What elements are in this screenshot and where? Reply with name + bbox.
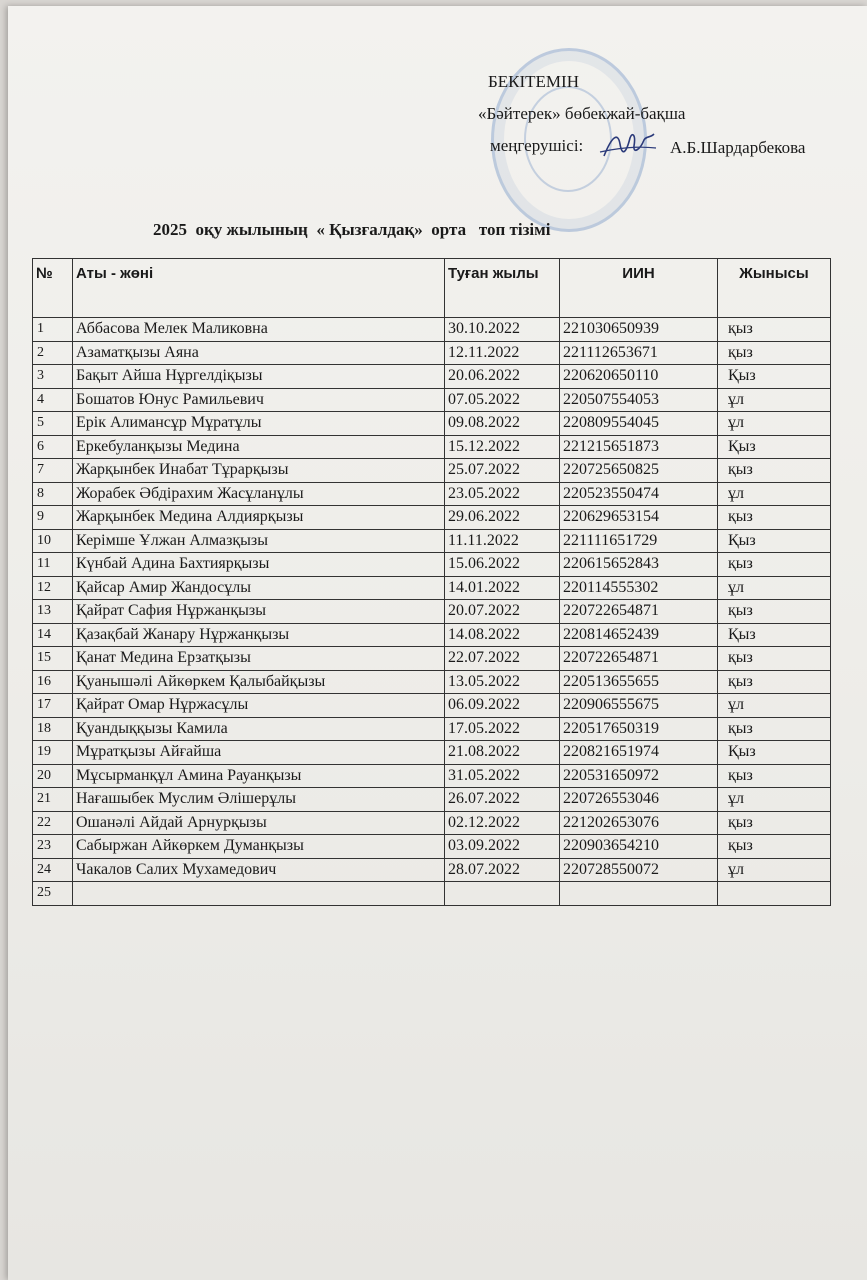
cell-number: 18 [33, 717, 73, 741]
cell-birth: 14.01.2022 [445, 576, 560, 600]
cell-gender: ұл [718, 482, 831, 506]
cell-iin: 220513655655 [560, 670, 718, 694]
cell-iin: 220821651974 [560, 741, 718, 765]
cell-iin: 220722654871 [560, 600, 718, 624]
table-body [33, 318, 831, 906]
cell-number: 15 [33, 647, 73, 671]
cell-number: 1 [33, 318, 73, 342]
cell-gender: қыз [718, 647, 831, 671]
cell-name: Жорабек Әбдірахим Жасұланұлы [73, 482, 445, 506]
cell-gender: қыз [718, 670, 831, 694]
cell-number: 8 [33, 482, 73, 506]
table-row [33, 811, 831, 835]
cell-name [73, 882, 445, 906]
table-row [33, 600, 831, 624]
cell-name: Қанат Медина Ерзатқызы [73, 647, 445, 671]
table-row [33, 788, 831, 812]
table-row [33, 741, 831, 765]
cell-name: Қазақбай Жанару Нұржанқызы [73, 623, 445, 647]
cell-gender: қыз [718, 600, 831, 624]
cell-gender: Қыз [718, 623, 831, 647]
cell-gender: қыз [718, 811, 831, 835]
cell-name: Жарқынбек Медина Алдиярқызы [73, 506, 445, 530]
header-number: № [33, 259, 73, 318]
cell-gender: ұл [718, 576, 831, 600]
table-row [33, 647, 831, 671]
cell-name: Керімше Ұлжан Алмазқызы [73, 529, 445, 553]
cell-birth: 15.12.2022 [445, 435, 560, 459]
organization-name: «Бәйтерек» бөбекжай-бақша [478, 104, 686, 123]
position-label: меңгерушісі: [490, 136, 584, 155]
table-row [33, 835, 831, 859]
document-page [8, 6, 867, 1280]
cell-name: Мұратқызы Айғайша [73, 741, 445, 765]
cell-number: 23 [33, 835, 73, 859]
cell-number: 12 [33, 576, 73, 600]
table-row [33, 694, 831, 718]
cell-gender: қыз [718, 341, 831, 365]
cell-number: 14 [33, 623, 73, 647]
cell-number: 6 [33, 435, 73, 459]
cell-name: Қайрат Омар Нұржасұлы [73, 694, 445, 718]
cell-gender: ұл [718, 858, 831, 882]
cell-number: 9 [33, 506, 73, 530]
table-row [33, 365, 831, 389]
cell-birth: 23.05.2022 [445, 482, 560, 506]
cell-iin: 220722654871 [560, 647, 718, 671]
cell-gender: Қыз [718, 741, 831, 765]
cell-gender: ұл [718, 788, 831, 812]
cell-birth [445, 882, 560, 906]
table-row [33, 341, 831, 365]
cell-gender: ұл [718, 694, 831, 718]
cell-iin: 221215651873 [560, 435, 718, 459]
cell-gender: Қыз [718, 365, 831, 389]
cell-iin: 220531650972 [560, 764, 718, 788]
cell-number: 3 [33, 365, 73, 389]
cell-birth: 02.12.2022 [445, 811, 560, 835]
table-row [33, 882, 831, 906]
cell-iin: 220629653154 [560, 506, 718, 530]
table-row [33, 435, 831, 459]
cell-birth: 30.10.2022 [445, 318, 560, 342]
cell-iin: 220507554053 [560, 388, 718, 412]
table-row [33, 858, 831, 882]
cell-name: Нағашыбек Муслим Әлішерұлы [73, 788, 445, 812]
table-row [33, 670, 831, 694]
cell-birth: 13.05.2022 [445, 670, 560, 694]
cell-name: Қуанышәлі Айкөркем Қалыбайқызы [73, 670, 445, 694]
cell-birth: 28.07.2022 [445, 858, 560, 882]
table-header-row [33, 259, 831, 318]
cell-birth: 17.05.2022 [445, 717, 560, 741]
table-row [33, 459, 831, 483]
handwritten-signature [598, 126, 658, 166]
cell-birth: 25.07.2022 [445, 459, 560, 483]
table-row [33, 318, 831, 342]
children-list-table [32, 258, 831, 906]
cell-gender: қыз [718, 459, 831, 483]
cell-name: Қайрат Сафия Нұржанқызы [73, 600, 445, 624]
cell-number: 11 [33, 553, 73, 577]
cell-iin: 221030650939 [560, 318, 718, 342]
cell-birth: 26.07.2022 [445, 788, 560, 812]
table-row [33, 576, 831, 600]
cell-name: Еркебуланқызы Медина [73, 435, 445, 459]
cell-iin: 221111651729 [560, 529, 718, 553]
table-row [33, 482, 831, 506]
signer-name: А.Б.Шардарбекова [670, 138, 806, 157]
cell-iin: 220615652843 [560, 553, 718, 577]
cell-birth: 29.06.2022 [445, 506, 560, 530]
cell-number: 13 [33, 600, 73, 624]
cell-gender: қыз [718, 717, 831, 741]
cell-name: Аббасова Мелек Маликовна [73, 318, 445, 342]
table-row [33, 553, 831, 577]
cell-gender [718, 882, 831, 906]
cell-iin: 220726553046 [560, 788, 718, 812]
cell-birth: 21.08.2022 [445, 741, 560, 765]
cell-birth: 22.07.2022 [445, 647, 560, 671]
header-gender: Жынысы [718, 259, 831, 318]
cell-name: Күнбай Адина Бахтиярқызы [73, 553, 445, 577]
cell-iin: 220114555302 [560, 576, 718, 600]
cell-gender: ұл [718, 412, 831, 436]
cell-gender: қыз [718, 835, 831, 859]
cell-iin: 220814652439 [560, 623, 718, 647]
cell-number: 22 [33, 811, 73, 835]
cell-gender: қыз [718, 764, 831, 788]
cell-gender: қыз [718, 553, 831, 577]
cell-number: 16 [33, 670, 73, 694]
cell-iin: 221112653671 [560, 341, 718, 365]
cell-iin: 220728550072 [560, 858, 718, 882]
cell-birth: 14.08.2022 [445, 623, 560, 647]
cell-number: 19 [33, 741, 73, 765]
cell-birth: 20.06.2022 [445, 365, 560, 389]
cell-birth: 12.11.2022 [445, 341, 560, 365]
cell-number: 4 [33, 388, 73, 412]
header-name: Аты - жөні [73, 259, 445, 318]
cell-gender: Қыз [718, 529, 831, 553]
cell-birth: 07.05.2022 [445, 388, 560, 412]
header-birth: Туған жылы [445, 259, 560, 318]
cell-number: 21 [33, 788, 73, 812]
document-title: 2025 оқу жылының « Қызғалдақ» орта топ тізімі [153, 220, 551, 239]
table-row [33, 388, 831, 412]
cell-birth: 20.07.2022 [445, 600, 560, 624]
cell-name: Қайсар Амир Жандосұлы [73, 576, 445, 600]
cell-birth: 31.05.2022 [445, 764, 560, 788]
table-row [33, 717, 831, 741]
cell-gender: қыз [718, 506, 831, 530]
cell-number: 2 [33, 341, 73, 365]
cell-number: 10 [33, 529, 73, 553]
cell-birth: 09.08.2022 [445, 412, 560, 436]
cell-number: 17 [33, 694, 73, 718]
cell-number: 25 [33, 882, 73, 906]
table-row [33, 623, 831, 647]
cell-iin [560, 882, 718, 906]
cell-number: 7 [33, 459, 73, 483]
header-iin: ИИН [560, 259, 718, 318]
cell-name: Жарқынбек Инабат Тұрарқызы [73, 459, 445, 483]
cell-iin: 220809554045 [560, 412, 718, 436]
cell-iin: 221202653076 [560, 811, 718, 835]
cell-name: Ерік Алимансұр Мұратұлы [73, 412, 445, 436]
cell-gender: ұл [718, 388, 831, 412]
cell-name: Бақыт Айша Нұргелдіқызы [73, 365, 445, 389]
table-row [33, 412, 831, 436]
table-row [33, 764, 831, 788]
cell-name: Сабыржан Айкөркем Думанқызы [73, 835, 445, 859]
cell-birth: 15.06.2022 [445, 553, 560, 577]
cell-iin: 220906555675 [560, 694, 718, 718]
cell-gender: Қыз [718, 435, 831, 459]
cell-name: Бошатов Юнус Рамильевич [73, 388, 445, 412]
cell-number: 5 [33, 412, 73, 436]
cell-name: Мұсырманқұл Амина Рауанқызы [73, 764, 445, 788]
cell-iin: 220903654210 [560, 835, 718, 859]
cell-gender: қыз [718, 318, 831, 342]
approval-heading: БЕКІТЕМІН [488, 72, 579, 91]
table-row [33, 529, 831, 553]
cell-name: Азаматқызы Аяна [73, 341, 445, 365]
cell-iin: 220517650319 [560, 717, 718, 741]
cell-iin: 220620650110 [560, 365, 718, 389]
cell-iin: 220523550474 [560, 482, 718, 506]
cell-number: 20 [33, 764, 73, 788]
cell-name: Қуандыққызы Камила [73, 717, 445, 741]
cell-iin: 220725650825 [560, 459, 718, 483]
cell-name: Ошанәлі Айдай Арнурқызы [73, 811, 445, 835]
table-row [33, 506, 831, 530]
cell-name: Чакалов Салих Мухамедович [73, 858, 445, 882]
cell-number: 24 [33, 858, 73, 882]
cell-birth: 11.11.2022 [445, 529, 560, 553]
cell-birth: 03.09.2022 [445, 835, 560, 859]
cell-birth: 06.09.2022 [445, 694, 560, 718]
